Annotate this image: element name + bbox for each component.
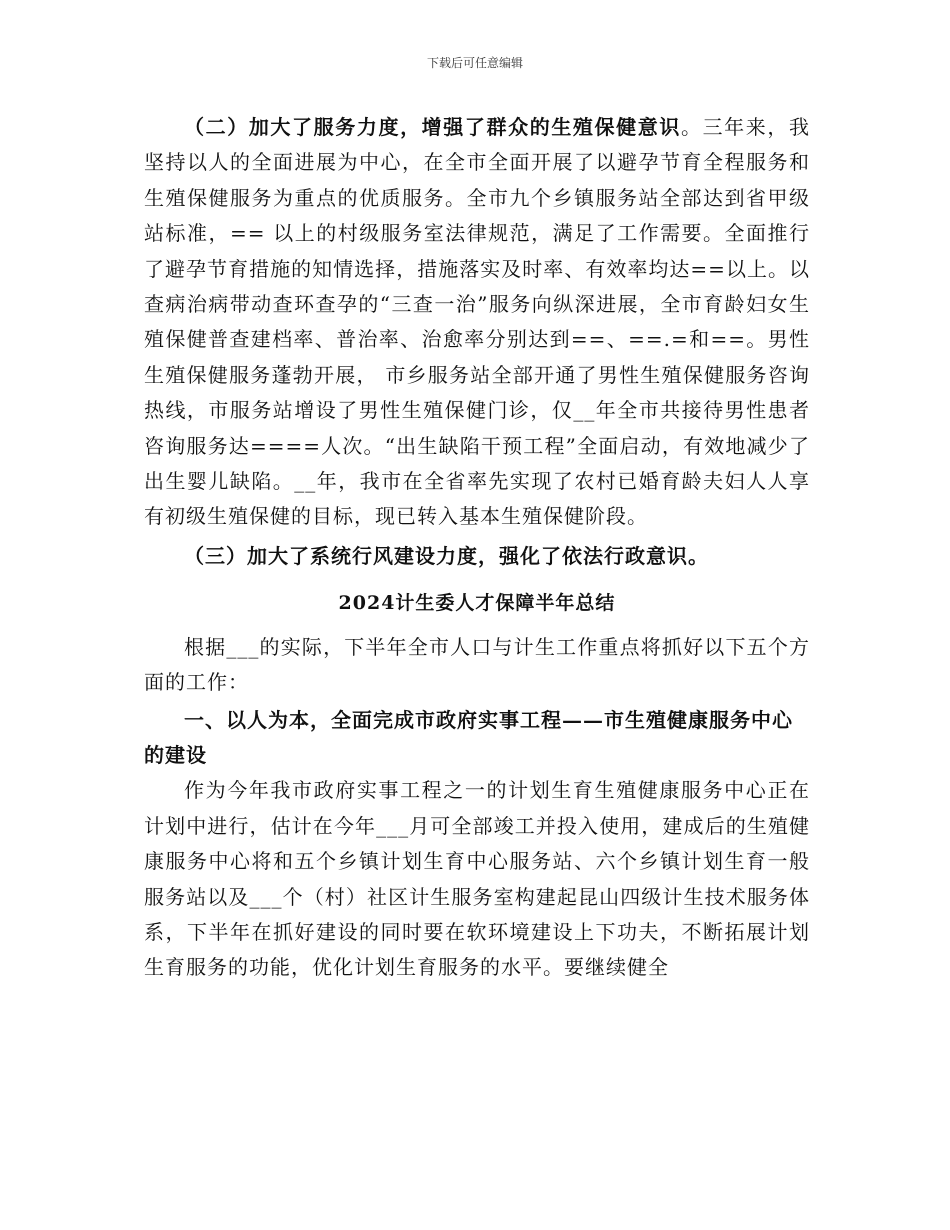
- document-title: 2024计生委人才保障半年总结: [338, 592, 616, 615]
- page-header: 下载后可任意编辑: [426, 56, 523, 70]
- section-2-body: 。三年来，我坚持以人的全面进展为中心，在全市全面开展了以避孕节育全程服务和生殖保健服务为重点的优质服务。全市九个乡镇服务站全部达到省甲级站标准，== 以上的村级服务室法律规范，满足了工作需要。全面推行了避孕节育措施的知情选择，措施落实及时率、有效率均达==以上。以查病治病带动查环查孕的“三查一治”服务向纵深进展，全市育龄妇女生殖保健普查建档率、普治率、治愈率分别达到==、==.=和==。男性生殖保健服务蓬勃开展， 市乡服务站全部开通了男性生殖保健服务咨询热线，市服务站增设了男性生殖保健门诊，仅__年全市共接待男性患者咨询服务达====人次。“出生缺陷干预工程”全面启动，有效地减少了出生婴儿缺陷。__年，我市在全省率先实现了农村已婚育龄夫妇人人享有初级生殖保健的目标，现已转入基本生殖保健阶段。: [144, 115, 811, 529]
- part-1-body: 作为今年我市政府实事工程之一的计划生育生殖健康服务中心正在计划中进行，估计在今年___月可全部竣工并投入使用，建成后的生殖健康服务中心将和五个乡镇计划生育中心服务站、六个乡镇计划生育一般服务站以及___个（村）社区计生服务室构建起昆山四级计生技术服务体系，下半年在抓好建设的同时要在软环境建设上下功夫，不断拓展计划生育服务的功能，优化计划生育服务的水平。要继续健全: [144, 778, 810, 980]
- document-body: [144, 110, 810, 986]
- section-3-heading: （三）加大了系统行风建设力度，强化了依法行政意识。: [184, 543, 709, 568]
- section-2-paragraph: [144, 110, 810, 535]
- intro-paragraph: 根据___的实际，下半年全市人口与计生工作重点将抓好以下五个方面的工作：: [144, 634, 810, 695]
- part-1-heading: 一、以人为本，全面完成市政府实事工程——市生殖健康服务中心的建设: [144, 707, 793, 767]
- section-2-heading: （二）加大了服务力度，增强了群众的生殖保健意识: [184, 115, 681, 139]
